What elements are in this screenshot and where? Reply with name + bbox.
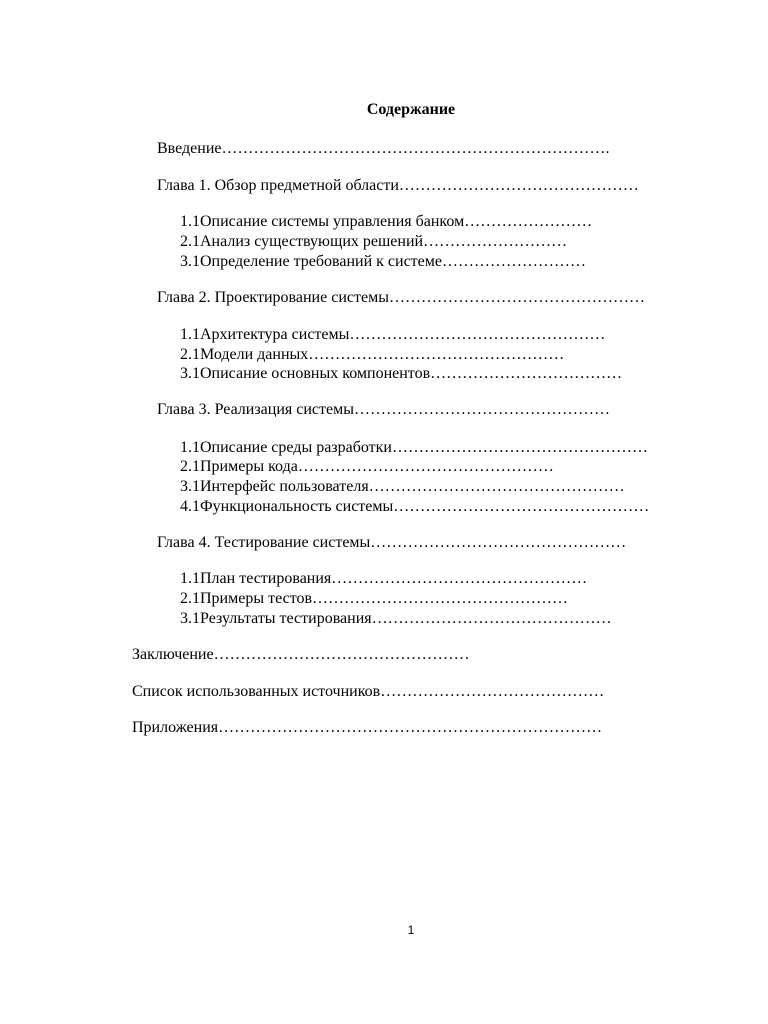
toc-entry-conclusion: Заключение………………………………………… xyxy=(132,646,470,663)
toc-entry-introduction: Введение………………………………………………………………. xyxy=(157,140,610,157)
toc-subentry: 4.1Функциональность системы………………………………………… xyxy=(180,498,650,515)
toc-subentry: 1.1План тестирования………………………………………… xyxy=(180,570,588,587)
toc-subentry: 1.1Архитектура системы………………………………………… xyxy=(180,326,606,343)
toc-entry-chapter-1: Глава 1. Обзор предметной области……………………………………… xyxy=(157,177,639,194)
toc-entry-chapter-3: Глава 3. Реализация системы………………………………………… xyxy=(157,401,610,418)
toc-entry-chapter-4: Глава 4. Тестирование системы………………………………………… xyxy=(157,534,627,551)
toc-subentry: 3.1Интерфейс пользователя………………………………………… xyxy=(180,478,625,495)
toc-subentry: 3.1Результаты тестирования……………………………………… xyxy=(180,610,612,627)
toc-subentry: 2.1Анализ существующих решений……………………… xyxy=(180,233,568,250)
toc-subentry: 2.1Примеры кода………………………………………… xyxy=(180,458,554,475)
toc-subentry: 3.1Описание основных компонентов……………………………… xyxy=(180,365,623,382)
toc-entry-chapter-2: Глава 2. Проектирование системы………………………………………… xyxy=(157,289,645,306)
toc-entry-references: Список использованных источников…………………………………… xyxy=(132,683,605,700)
toc-subentry: 2.1Модели данных………………………………………… xyxy=(180,346,565,363)
toc-subentry: 1.1Описание системы управления банком…………………… xyxy=(180,213,593,230)
toc-subentry: 1.1Описание среды разработки………………………………………… xyxy=(180,439,648,456)
toc-title: Содержание xyxy=(366,101,456,118)
toc-subentry: 2.1Примеры тестов………………………………………… xyxy=(180,590,569,607)
toc-subentry: 3.1Определение требований к системе……………………… xyxy=(180,253,586,270)
toc-entry-appendices: Приложения……………………………………………………………… xyxy=(132,719,603,736)
page-number: 1 xyxy=(407,923,415,937)
